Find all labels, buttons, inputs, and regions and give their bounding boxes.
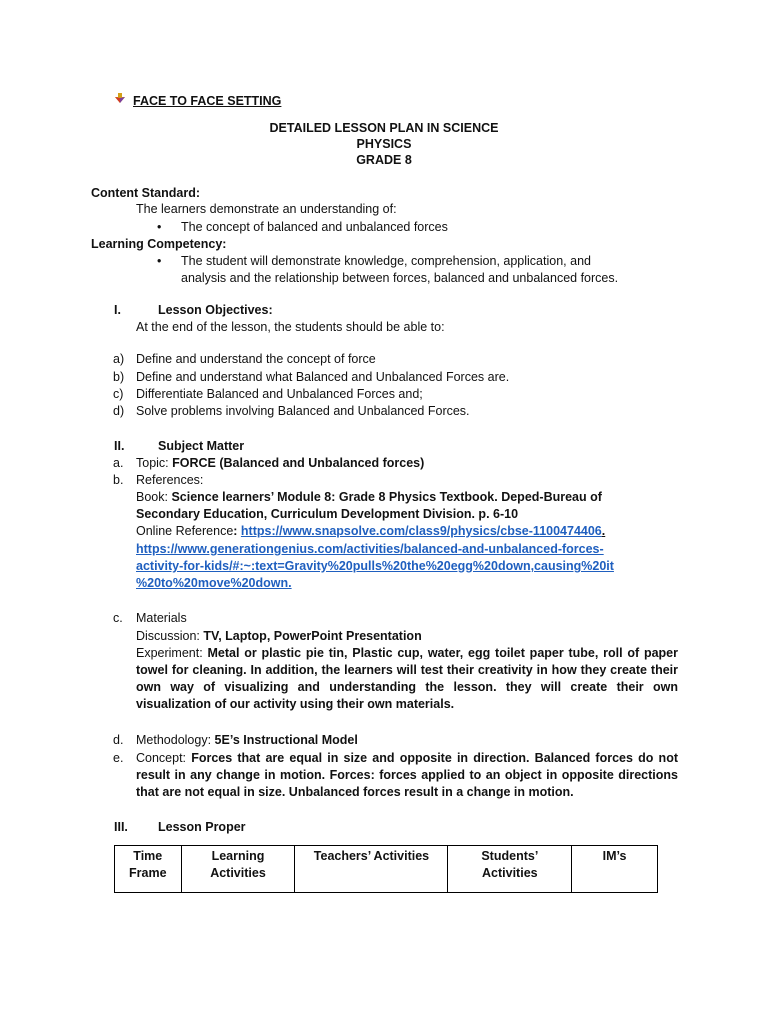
discussion-value: TV, Laptop, PowerPoint Presentation [203, 629, 422, 643]
subject-matter-numeral: II. [114, 439, 125, 453]
online-reference-label: Online Reference [136, 524, 234, 538]
objectives-heading: Lesson Objectives: [158, 303, 273, 317]
objective-marker: d) [113, 404, 125, 418]
generationgenius-link-line2[interactable]: activity-for-kids/#:~:text=Gravity%20pulls%20the%20egg%20down,causing%20it [136, 559, 614, 573]
topic-marker: a. [113, 456, 124, 470]
concept-paragraph [136, 750, 678, 801]
content-standard-bullet: • The concept of balanced and unbalanced forces [181, 219, 448, 236]
experiment-value: Metal or plastic pie tin, Plastic cup, water, egg toilet paper tube, roll of paper towel for cleaning. In addition, the learners will test their creativity in how they create their own way of visualizing and understanding the lesson. they will create their own visualization of our activity using their own materials. [136, 646, 678, 711]
discussion-label: Discussion: [136, 629, 204, 643]
objective-item: Solve problems involving Balanced and Unbalanced Forces. [136, 404, 470, 418]
objective-marker: c) [113, 387, 124, 401]
snapsolve-link[interactable]: https://www.snapsolve.com/class9/physics/cbse-1100474406 [240, 524, 602, 538]
methodology-label: Methodology: [136, 733, 215, 747]
lesson-proper-numeral: III. [114, 820, 128, 834]
column-header-students-activities: Students’ Activities [448, 846, 572, 893]
online-reference-line [136, 523, 605, 540]
objective-item: Define and understand what Balanced and Unbalanced Forces are. [136, 370, 510, 384]
learning-competency-bullet-line2: analysis and the relationship between forces, balanced and unbalanced forces. [181, 271, 619, 285]
materials-marker: c. [113, 611, 123, 625]
content-standard-intro: The learners demonstrate an understanding of: [136, 202, 397, 216]
topic-value: FORCE (Balanced and Unbalanced forces) [172, 456, 425, 470]
references-marker: b. [113, 473, 124, 487]
concept-marker: e. [113, 751, 124, 765]
methodology-value: 5E’s Instructional Model [214, 733, 358, 747]
subject-title: PHYSICS [356, 137, 412, 151]
generationgenius-link-line1[interactable]: https://www.generationgenius.com/activities/balanced-and-unbalanced-forces- [136, 542, 604, 556]
methodology-marker: d. [113, 733, 124, 747]
objective-item: Differentiate Balanced and Unbalanced Forces and; [136, 387, 423, 401]
discussion-line [136, 628, 422, 645]
concept-value: Forces that are equal in size and opposite in direction. Balanced forces do not result in any change in motion. Forces: forces applied to an object in opposite directions that are not equal in size. Unbalanced forces result in a change in motion. [136, 751, 678, 799]
setting-label: FACE TO FACE SETTING [133, 94, 282, 108]
subject-matter-heading: Subject Matter [158, 439, 245, 453]
column-header-learning-activities: Learning Activities [181, 846, 295, 893]
objective-marker: a) [113, 352, 125, 366]
online-reference-colon: : [233, 524, 241, 538]
book-reference-line2: Secondary Education, Curriculum Development Division. p. 6-10 [136, 507, 519, 521]
concept-label: Concept: [136, 751, 192, 765]
link-separator: . [601, 524, 606, 538]
lesson-proper-table [114, 845, 658, 893]
grade-title: GRADE 8 [356, 153, 412, 167]
topic-line [136, 455, 424, 472]
column-header-teachers-activities: Teachers’ Activities [295, 846, 448, 893]
references-label: References: [136, 473, 204, 487]
experiment-label: Experiment: [136, 646, 208, 660]
experiment-paragraph [136, 645, 678, 713]
book-label: Book: [136, 490, 172, 504]
materials-label: Materials [136, 611, 187, 625]
learning-competency-bullet-line1: • The student will demonstrate knowledge, comprehension, application, and [181, 253, 591, 270]
arrow-bullet-icon [114, 92, 126, 109]
objective-item: Define and understand the concept of force [136, 352, 376, 366]
topic-label: Topic: [136, 456, 173, 470]
column-header-ims: IM’s [572, 846, 658, 893]
learning-competency-label: Learning Competency: [91, 237, 227, 251]
lesson-proper-heading: Lesson Proper [158, 820, 246, 834]
objectives-numeral: I. [114, 303, 121, 317]
column-header-time-frame: Time Frame [115, 846, 182, 893]
methodology-line [136, 732, 358, 749]
lesson-plan-title: DETAILED LESSON PLAN IN SCIENCE [269, 121, 499, 135]
objectives-intro: At the end of the lesson, the students should be able to: [136, 320, 445, 334]
table-header-row [115, 846, 658, 893]
book-title: Science learners’ Module 8: Grade 8 Physics Textbook. Deped-Bureau of [171, 490, 602, 504]
generationgenius-link-line3[interactable]: %20to%20move%20down. [136, 576, 292, 590]
book-reference-line1 [136, 489, 602, 506]
objective-marker: b) [113, 370, 125, 384]
content-standard-label: Content Standard: [91, 186, 201, 200]
